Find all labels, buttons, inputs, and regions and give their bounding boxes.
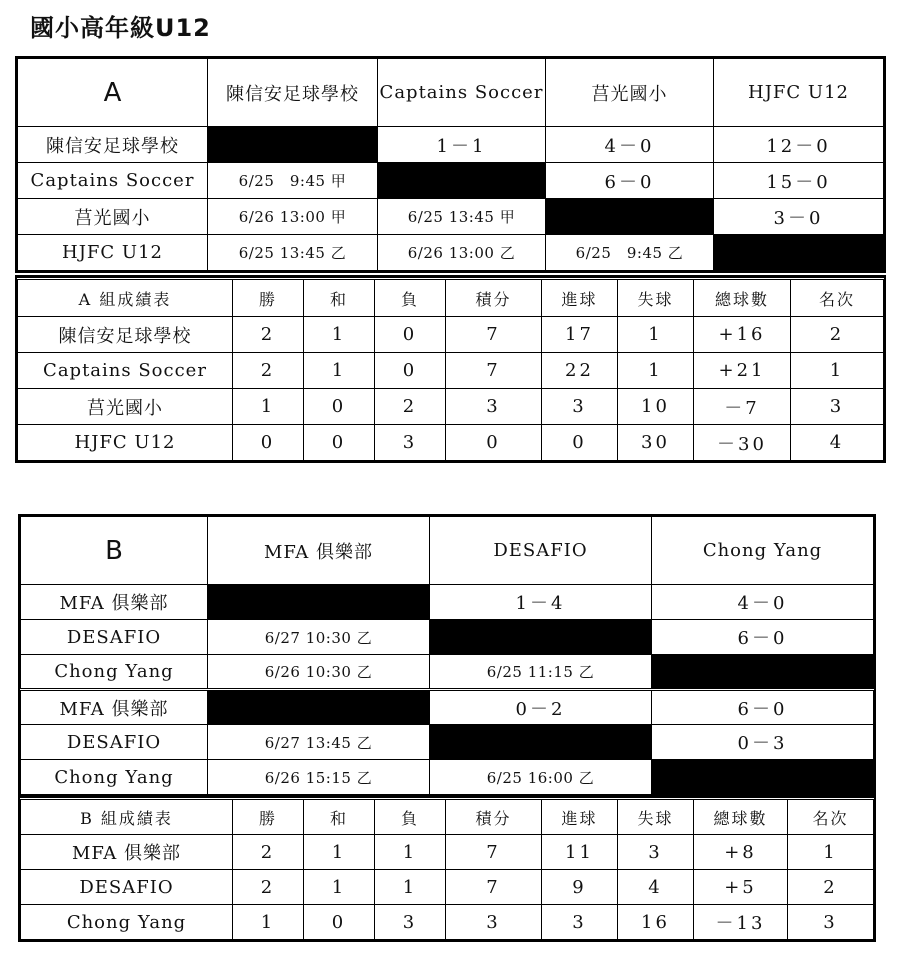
column-header: 和 [304,279,375,317]
group-b-row-team: DESAFIO [21,725,208,760]
column-header: 勝 [233,799,304,835]
goals-against: 3 [618,835,694,870]
goal-difference: +21 [694,353,791,389]
points: 0 [446,425,542,461]
rank: 4 [791,425,884,461]
points: 7 [446,870,542,905]
match-schedule: 6/25 9:45 甲 [208,163,378,199]
table-row [18,317,884,353]
goal-difference: +5 [694,870,788,905]
rank: 3 [791,389,884,425]
match-result: 0－2 [430,690,652,725]
self-match-cell [378,163,546,199]
draws: 0 [304,905,375,940]
table-row [18,425,884,461]
group-b-row-team: Chong Yang [21,655,208,690]
goals-against: 10 [618,389,694,425]
wins: 0 [233,425,304,461]
table-row [18,353,884,389]
team-name: Captains Soccer [18,353,233,389]
column-header: 進球 [542,279,618,317]
rank: 2 [791,317,884,353]
self-match-cell [714,235,884,271]
match-result: 12－0 [714,127,884,163]
column-header: 和 [304,799,375,835]
wins: 1 [233,905,304,940]
group-a-header-team: 莒光國小 [546,59,714,127]
goal-difference: +8 [694,835,788,870]
self-match-cell [652,760,874,795]
match-result: 6－0 [652,620,874,655]
match-result: 4－0 [546,127,714,163]
goals-for: 3 [542,905,618,940]
group-a-header-team: HJFC U12 [714,59,884,127]
match-result: 6－0 [546,163,714,199]
match-schedule: 6/26 10:30 乙 [208,655,430,690]
points: 7 [446,353,542,389]
match-schedule: 6/26 13:00 乙 [378,235,546,271]
goals-for: 11 [542,835,618,870]
draws: 0 [304,425,375,461]
group-b-row-team: MFA 俱樂部 [21,585,208,620]
match-result: 15－0 [714,163,884,199]
match-schedule: 6/25 16:00 乙 [430,760,652,795]
column-header: 總球數 [694,799,788,835]
wins: 1 [233,389,304,425]
standings-title: A 組成績表 [18,279,233,317]
goals-for: 17 [542,317,618,353]
self-match-cell [546,199,714,235]
points: 7 [446,835,542,870]
group-b-header-team: Chong Yang [652,517,874,585]
group-b-label: B [21,517,208,585]
column-header: 進球 [542,799,618,835]
goals-for: 0 [542,425,618,461]
column-header: 名次 [791,279,884,317]
group-b-header-team: MFA 俱樂部 [208,517,430,585]
group-a-header-team: 陳信安足球學校 [208,59,378,127]
match-schedule: 6/25 11:15 乙 [430,655,652,690]
match-schedule: 6/25 9:45 乙 [546,235,714,271]
points: 3 [446,905,542,940]
team-name: Chong Yang [21,905,233,940]
draws: 1 [304,835,375,870]
rank: 1 [791,353,884,389]
self-match-cell [208,127,378,163]
column-header: 勝 [233,279,304,317]
match-result: 4－0 [652,585,874,620]
match-result: 3－0 [714,199,884,235]
group-a-standings [17,277,884,461]
self-match-cell [208,585,430,620]
points: 7 [446,317,542,353]
losses: 0 [375,317,446,353]
losses: 0 [375,353,446,389]
match-result: 1－1 [378,127,546,163]
team-name: 陳信安足球學校 [18,317,233,353]
group-a-matrix [17,58,884,271]
group-b-row-team: Chong Yang [21,760,208,795]
wins: 2 [233,317,304,353]
match-schedule: 6/27 13:45 乙 [208,725,430,760]
draws: 0 [304,389,375,425]
draws: 1 [304,317,375,353]
goals-against: 1 [618,353,694,389]
group-b-standings [20,797,874,940]
column-header: 積分 [446,279,542,317]
goal-difference: －7 [694,389,791,425]
team-name: 莒光國小 [18,389,233,425]
group-b-matrix [20,516,874,795]
goals-against: 30 [618,425,694,461]
team-name: MFA 俱樂部 [21,835,233,870]
group-a-row-team: HJFC U12 [18,235,208,271]
draws: 1 [304,870,375,905]
team-name: HJFC U12 [18,425,233,461]
losses: 1 [375,835,446,870]
losses: 3 [375,425,446,461]
group-b-row-team: MFA 俱樂部 [21,690,208,725]
column-header: 總球數 [694,279,791,317]
group-a-row-team: 莒光國小 [18,199,208,235]
group-a-label: A [18,59,208,127]
match-result: 1－4 [430,585,652,620]
wins: 2 [233,870,304,905]
goal-difference: +16 [694,317,791,353]
team-name: DESAFIO [21,870,233,905]
column-header: 積分 [446,799,542,835]
draws: 1 [304,353,375,389]
rank: 2 [788,870,874,905]
rank: 3 [788,905,874,940]
standings-title: B 組成績表 [21,799,233,835]
match-result: 6－0 [652,690,874,725]
column-header: 負 [375,279,446,317]
match-schedule: 6/27 10:30 乙 [208,620,430,655]
column-header: 負 [375,799,446,835]
group-a-header-team: Captains Soccer [378,59,546,127]
table-row [21,905,874,940]
goals-for: 3 [542,389,618,425]
table-row [21,835,874,870]
goals-against: 16 [618,905,694,940]
page-title: 國小高年級U12 [30,14,211,42]
group-b-row-team: DESAFIO [21,620,208,655]
column-header: 名次 [788,799,874,835]
wins: 2 [233,353,304,389]
goal-difference: －13 [694,905,788,940]
goals-against: 4 [618,870,694,905]
group-b-header-team: DESAFIO [430,517,652,585]
match-schedule: 6/25 13:45 甲 [378,199,546,235]
goals-against: 1 [618,317,694,353]
self-match-cell [430,725,652,760]
match-schedule: 6/25 13:45 乙 [208,235,378,271]
match-schedule: 6/26 15:15 乙 [208,760,430,795]
match-schedule: 6/26 13:00 甲 [208,199,378,235]
group-a-row-team: 陳信安足球學校 [18,127,208,163]
points: 3 [446,389,542,425]
losses: 1 [375,870,446,905]
rank: 1 [788,835,874,870]
column-header: 失球 [618,279,694,317]
column-header: 失球 [618,799,694,835]
self-match-cell [430,620,652,655]
losses: 2 [375,389,446,425]
self-match-cell [208,690,430,725]
self-match-cell [652,655,874,690]
goals-for: 22 [542,353,618,389]
goal-difference: －30 [694,425,791,461]
table-row [18,389,884,425]
table-row [21,870,874,905]
goals-for: 9 [542,870,618,905]
match-result: 0－3 [652,725,874,760]
losses: 3 [375,905,446,940]
group-a-row-team: Captains Soccer [18,163,208,199]
wins: 2 [233,835,304,870]
